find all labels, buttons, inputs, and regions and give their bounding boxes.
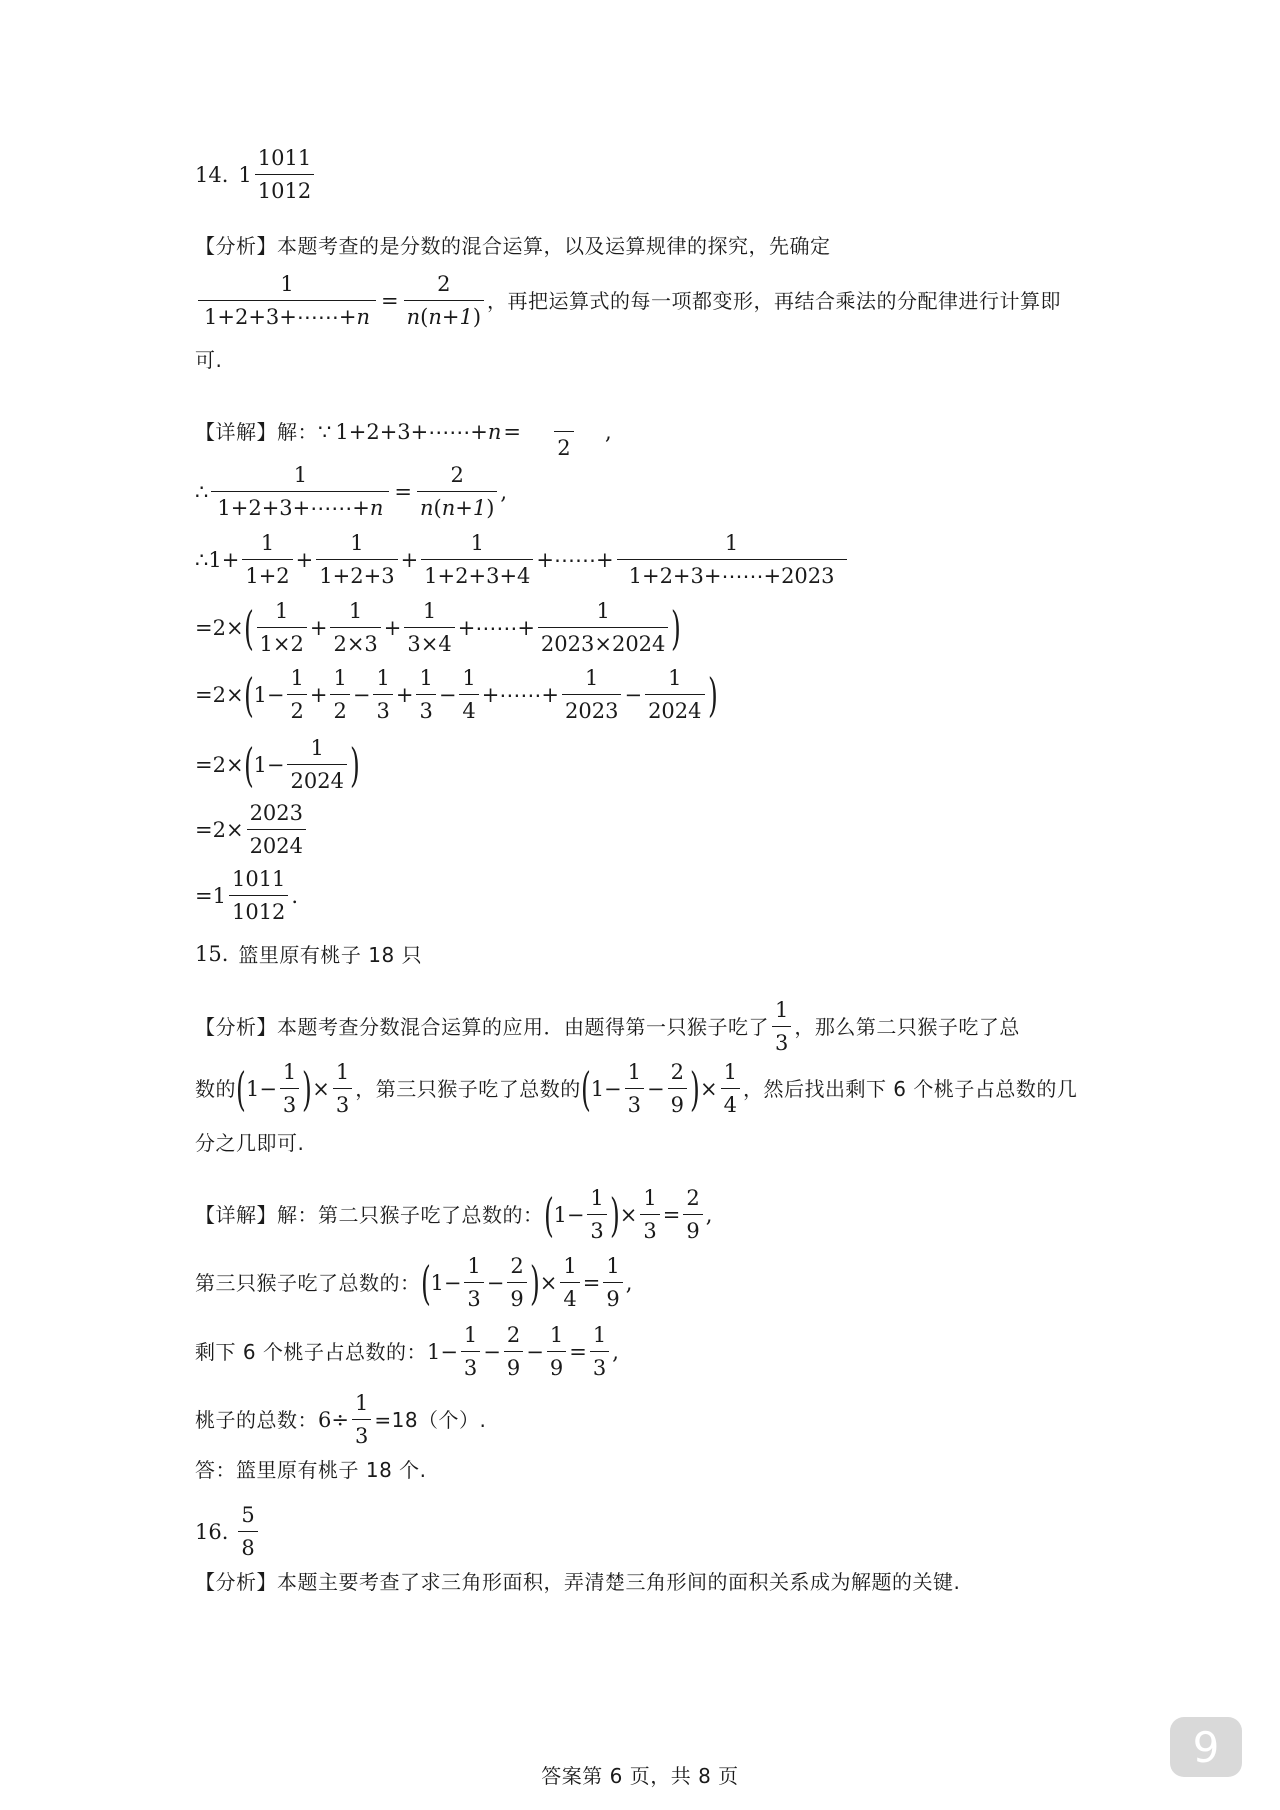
detail-tag: 【详解】: [195, 420, 277, 444]
q16-analysis: 【分析】 本题主要考查了求三角形面积，弄清楚三角形间的面积关系成为解题的关键.: [195, 1570, 961, 1594]
analysis-tag: 【分析】: [195, 1570, 277, 1594]
q15-detail-line-3: 剩下 6 个桃子占总数的： 1− $\frac{1}{3}$ − $\frac{2}{9}$ − $\frac{1}{9}$ = $\frac{1}{3}$ ,: [195, 1323, 619, 1380]
reciprocal-sum-fraction: $\frac{1}{1+2+3+\cdots\cdots+n}$: [198, 274, 376, 328]
q14-detail-line-2: ∴ $\frac{1}{1+2+3+\cdots\cdots+n}$ = $\frac{2}{n(n+1)}$ ,: [195, 463, 508, 520]
q15-detail-line-4: 桃子的总数： 6÷ $\frac{1}{3}$ =18（个）.: [195, 1391, 487, 1448]
q15-analysis-line-2: 数的 ( 1− $\frac{1}{3}$ ) × $\frac{1}{3}$ ，第三只猴子吃了总数的 ( 1− $\frac{1}{3}$ − $\frac{2}{9}$ ) × $\frac{1}{4}$ ，然后找出剩下 6 个桃子占总数的几: [195, 1060, 1078, 1117]
sum-formula-fraction: 2: [526, 405, 602, 459]
q14-analysis-line-3: 可.: [195, 348, 223, 372]
q14-detail-line-6: =2× ( 1− $\frac{1}{2024}$ ): [195, 736, 360, 793]
analysis-tag: 【分析】: [195, 1015, 277, 1039]
q15-detail-line-1: 【详解】 解：第二只猴子吃了总数的： ( 1− $\frac{1}{3}$ ) × $\frac{1}{3}$ = $\frac{2}{9}$ ,: [195, 1186, 713, 1243]
q15-number: 15.: [195, 942, 229, 966]
q14-detail-line-3: ∴ 1+ $\frac{1}{1+2}$ + $\frac{1}{1+2+3}$ + $\frac{1}{1+2+3+4}$ +⋯⋯+ $\frac{1}{1+2+3+\cdots\cdots+2023}$: [195, 533, 850, 587]
q14-detail-line-1: 【详解】 解： ∵ 1+2+3+⋯⋯+ n = 2 ,: [195, 405, 612, 459]
q16-answer: 16. $\frac{5}{8}$: [195, 1505, 261, 1559]
q14-answer-fraction: $\frac{1011}{1012}$: [255, 148, 314, 202]
q15-analysis-line-1: 【分析】 本题考查分数混合运算的应用．由题得第一只猴子吃了 $\frac{1}{3}$ ，那么第二只猴子吃了总: [195, 998, 1020, 1055]
q14-detail-line-7: =2× $\frac{2023}{2024}$: [195, 803, 309, 857]
q14-answer: [195, 148, 317, 202]
detail-tag: 【详解】: [195, 1203, 277, 1227]
q15-analysis-line-3: 分之几即可.: [195, 1131, 305, 1155]
q14-analysis-line-2: $\frac{1}{1+2+3+\cdots\cdots+n}$ = $\frac{2}{n(n+1)}$ ，再把运算式的每一项都变形，再结合乘法的分配律进行计算即: [195, 274, 1061, 328]
analysis-tag: 【分析】: [195, 234, 277, 258]
q15-answer-line: 答：篮里原有桃子 18 个.: [195, 1458, 427, 1482]
q14-detail-line-4: =2× ( $\frac{1}{1\times 2}$ + $\frac{1}{2\times 3}$ + $\frac{1}{3\times 4}$ +⋯⋯+ $\frac{1}{2023\times 2024}$ ): [195, 599, 682, 656]
page-number-badge[interactable]: 9: [1170, 1717, 1242, 1777]
q14-detail-line-5: =2× ( 1− $\frac{1}{2}$ + $\frac{1}{2}$ − $\frac{1}{3}$ + $\frac{1}{3}$ − $\frac{1}{4}$ +⋯⋯+ $\frac{1}{2023}$ − $\frac{1}{2024}$ ): [195, 666, 718, 723]
q16-number: 16.: [195, 1519, 229, 1544]
q15-answer: 15. 篮里原有桃子 18 只: [195, 942, 423, 967]
q14-answer-whole: 1: [238, 162, 252, 187]
q14-analysis-line-1: 【分析】 本题考查的是分数的混合运算，以及运算规律的探究，先确定: [195, 234, 831, 258]
two-over-n-fraction: $\frac{2}{n(n+1)}$: [404, 274, 484, 328]
page-footer: 答案第 6 页，共 8 页: [541, 1764, 739, 1788]
q14-detail-line-8: =1 $\frac{1011}{1012}$ .: [195, 867, 299, 924]
q14-number: 14.: [195, 162, 229, 187]
q15-detail-line-2: 第三只猴子吃了总数的： ( 1− $\frac{1}{3}$ − $\frac{2}{9}$ ) × $\frac{1}{4}$ = $\frac{1}{9}$ ,: [195, 1254, 633, 1311]
